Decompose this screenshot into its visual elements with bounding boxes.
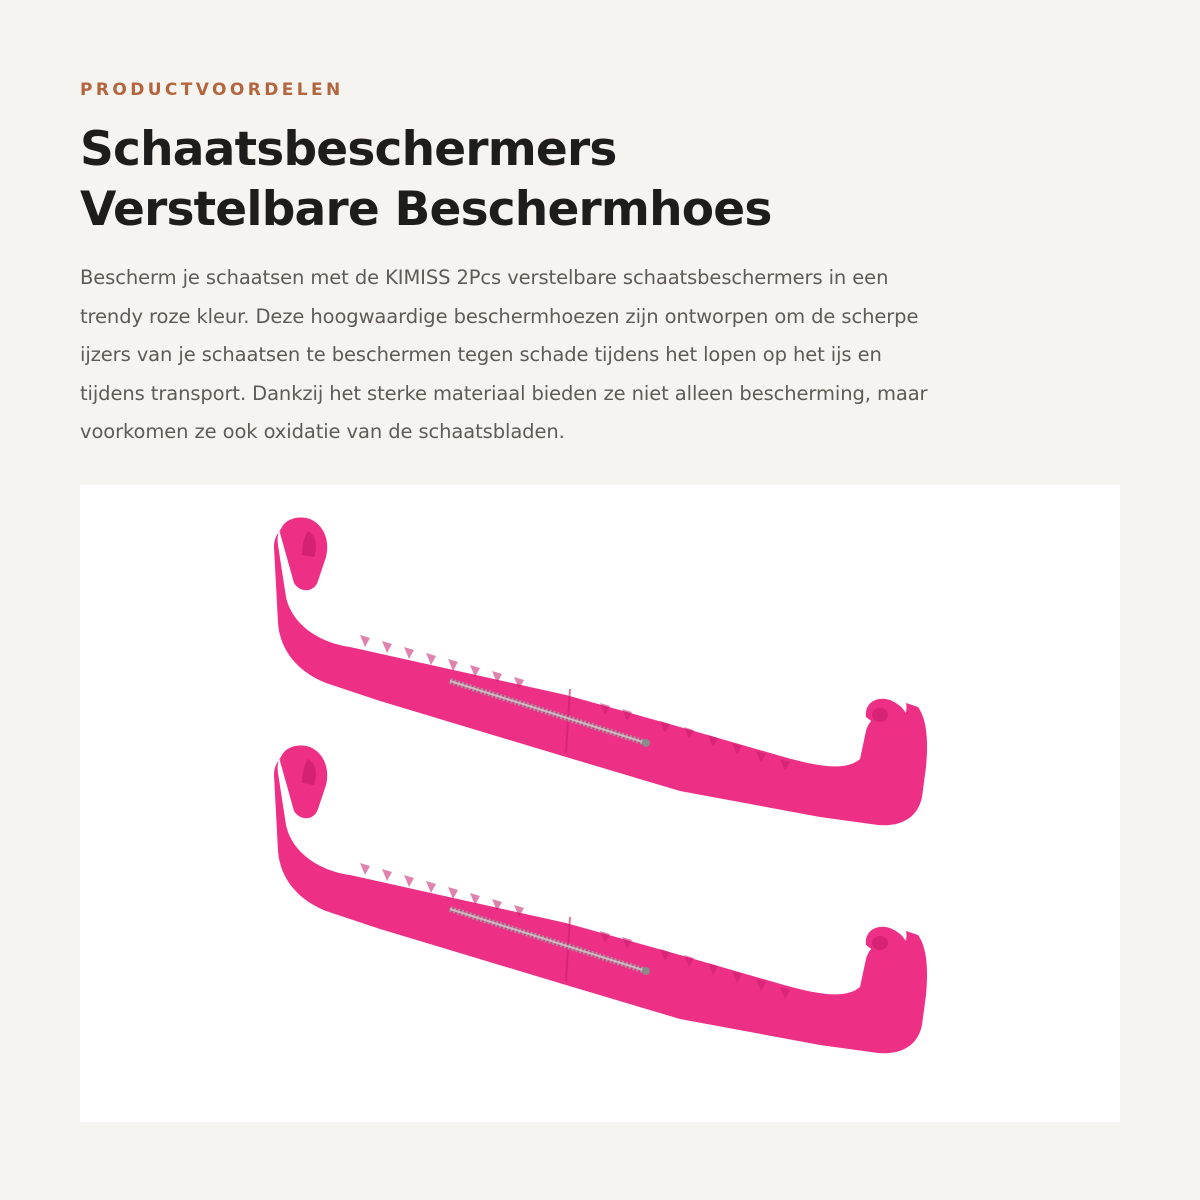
section-title-line: Schaatsbeschermers <box>80 122 617 177</box>
description-line: ijzers van je schaatsen te beschermen tegen schade tijdens het lopen op het ijs en <box>80 343 882 366</box>
product-image <box>80 485 1120 1122</box>
skate-guards-illustration <box>80 485 1120 1122</box>
description-line: Bescherm je schaatsen met de KIMISS 2Pcs verstelbare schaatsbeschermers in een <box>80 266 889 289</box>
description-line: trendy roze kleur. Deze hoogwaardige beschermhoezen zijn ontworpen om de scherpe <box>80 304 919 328</box>
section-title <box>80 120 772 240</box>
description-line: tijdens transport. Dankzij het sterke materiaal bieden ze niet alleen bescherming, maar <box>80 381 928 405</box>
section-eyebrow: PRODUCTVOORDELEN <box>80 80 344 100</box>
section-description <box>80 259 1120 452</box>
skate-guard-top <box>274 518 927 826</box>
description-line: voorkomen ze ook oxidatie van de schaatsbladen. <box>80 420 565 443</box>
section-title-line: Verstelbare Beschermhoes <box>80 182 772 237</box>
